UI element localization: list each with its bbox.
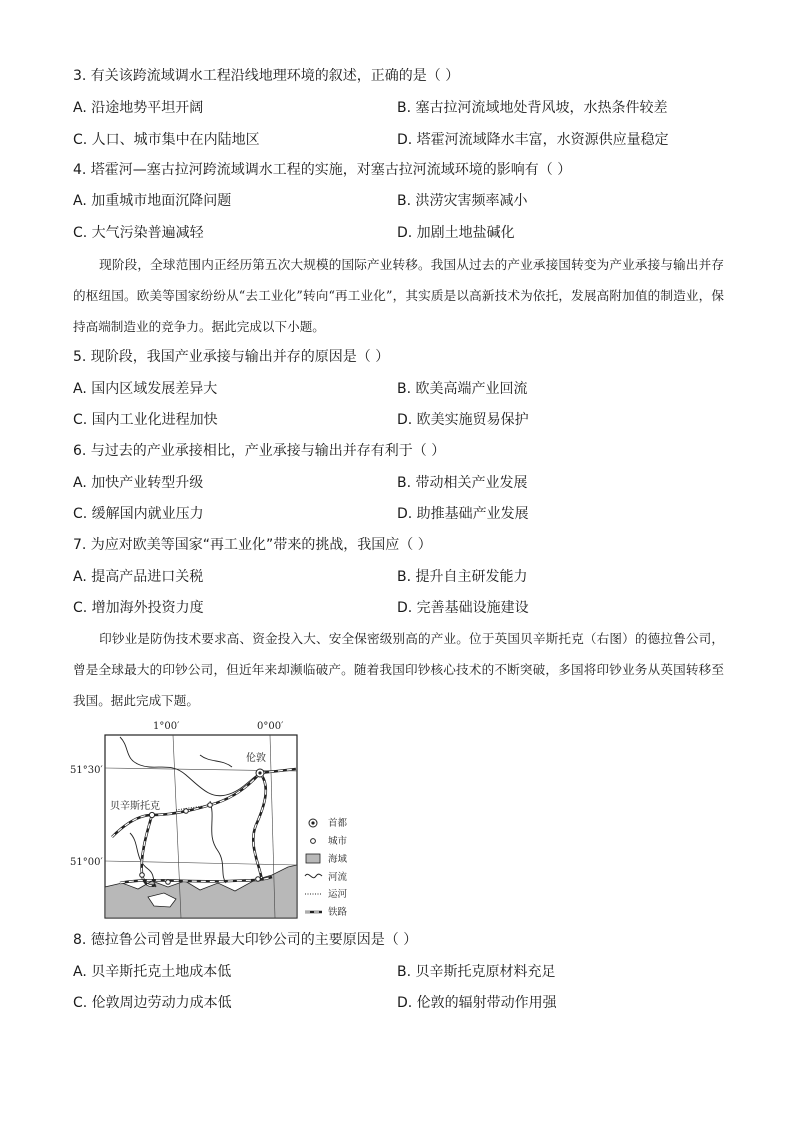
city-symbol [311,839,316,844]
question-4-option-a: A. 加重城市地面沉降问题 [73,193,232,209]
river-symbol [305,874,322,878]
passage-banknote-printing-text: 印钞业是防伪技术要求高、资金投入大、安全保密级别高的产业。位于英国贝辛斯托克（右图）的德拉鲁公司，曾是全球最大的印钞公司，但近年来却濒临破产。随着我国印钞核心技术的不断突破，多国将印钞业务从英国转移至我国。据此完成下题。 [73,631,724,708]
question-6-option-d: D. 助推基础产业发展 [397,506,529,522]
question-8-option-a: A. 贝辛斯托克土地成本低 [73,964,232,980]
question-8-option-c: C. 伦敦周边劳动力成本低 [73,995,232,1011]
question-3-option-a: A. 沿途地势平坦开阔 [73,100,204,116]
latitude-label-51-30: 51°30′ [70,765,103,776]
city-marker [140,873,145,878]
question-7-option-d: D. 完善基础设施建设 [397,600,529,616]
question-4-option-b: B. 洪涝灾害频率减小 [397,193,528,209]
capital-london-dot [258,771,261,774]
legend-label-river: 河流 [328,872,348,883]
legend-label-canal: 运河 [328,889,348,900]
question-5-stem: 5. 现阶段，我国产业承接与输出并存的原因是（ ） [73,349,390,365]
question-3-option-d: D. 塔霍河流域降水丰富，水资源供应量稳定 [397,132,669,148]
question-7-stem: 7. 为应对欧美等国家“再工业化”带来的挑战，我国应（ ） [73,537,432,553]
question-4-stem: 4. 塔霍河—塞古拉河跨流域调水工程的实施，对塞古拉河流域环境的影响有（ ） [73,162,572,178]
question-5-option-d: D. 欧美实施贸易保护 [397,412,529,428]
longitude-label-1w: 1°00′ [153,721,180,732]
label-basingstoke: 贝辛斯托克 [110,801,160,812]
legend-label-sea: 海域 [328,854,348,865]
city-marker [256,877,261,882]
legend-label-city: 城市 [328,836,348,847]
basingstoke-london-map [60,715,370,925]
question-4-option-d: D. 加剧土地盐碱化 [397,225,515,241]
question-6-option-b: B. 带动相关产业发展 [397,475,528,491]
latitude-label-51-00: 51°00′ [70,857,103,868]
question-3-option-b: B. 塞古拉河流域地处背风坡，水热条件较差 [397,100,668,116]
city-marker [184,809,189,814]
question-7-option-c: C. 增加海外投资力度 [73,600,204,616]
question-8-option-d: D. 伦敦的辐射带动作用强 [397,995,557,1011]
question-3-option-c: C. 人口、城市集中在内陆地区 [73,132,260,148]
question-8-option-b: B. 贝辛斯托克原材料充足 [397,964,556,980]
city-basingstoke [149,812,154,817]
question-6-stem: 6. 与过去的产业承接相比，产业承接与输出并存有利于（ ） [73,443,446,459]
question-5-option-a: A. 国内区域发展差异大 [73,381,218,397]
map-legend [305,817,348,918]
passage-industry-transfer-text: 现阶段，全球范围内正经历第五次大规模的国际产业转移。我国从过去的产业承接国转变为产业承接与输出并存的枢纽国。欧美等国家纷纷从“去工业化”转向“再工业化”，其实质是以高新技术为依托，发展高附加值的制造业，保持高端制造业的竞争力。据此完成以下小题。 [73,257,724,334]
question-8-stem: 8. 德拉鲁公司曾是世界最大印钞公司的主要原因是（ ） [73,932,418,948]
question-6-option-c: C. 缓解国内就业压力 [73,506,204,522]
sea-swatch [306,854,320,863]
passage-banknote-printing [73,623,724,716]
passage-industry-transfer [73,249,724,342]
question-5-option-c: C. 国内工业化进程加快 [73,412,218,428]
longitude-label-0: 0°00′ [257,721,284,732]
label-london: 伦敦 [246,753,266,764]
question-6-option-a: A. 加快产业转型升级 [73,475,204,491]
legend-label-railway: 铁路 [328,907,348,918]
question-5-option-b: B. 欧美高端产业回流 [397,381,528,397]
question-7-option-b: B. 提升自主研发能力 [397,569,528,585]
question-4-option-c: C. 大气污染普遍减轻 [73,225,204,241]
city-marker [208,803,213,808]
legend-label-capital: 首都 [328,818,348,829]
question-7-option-a: A. 提高产品进口关税 [73,569,204,585]
question-3-stem: 3. 有关该跨流域调水工程沿线地理环境的叙述，正确的是（ ） [73,68,460,84]
city-marker [166,880,171,885]
